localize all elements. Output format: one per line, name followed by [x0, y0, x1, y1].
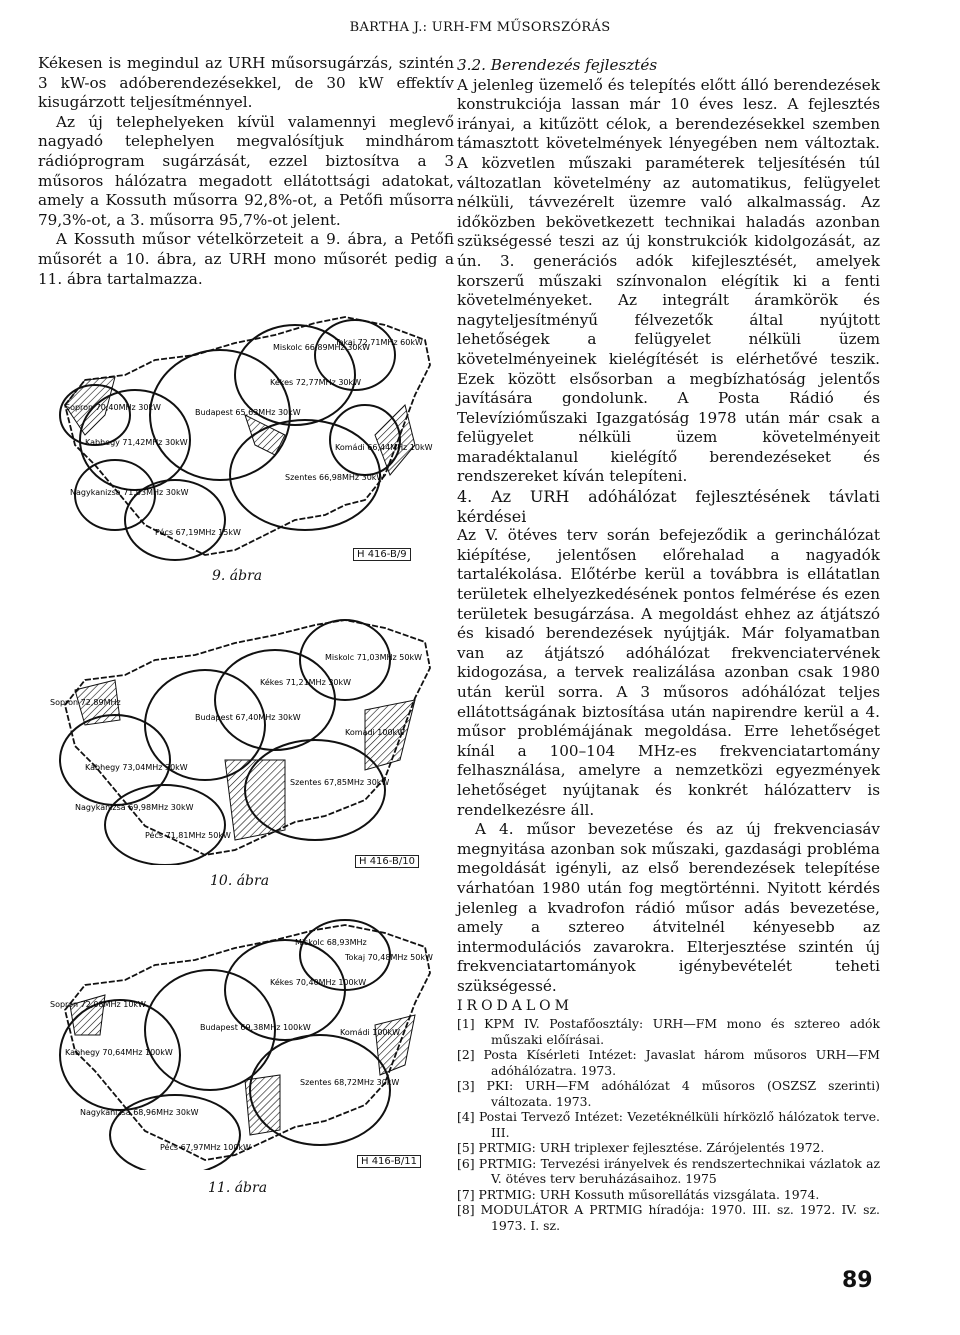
page-number: 89 — [842, 1268, 873, 1293]
figure-code: H 416-B/10 — [355, 855, 419, 868]
reference-item: [3] PKI: URH—FM adóhálózat 4 műsoros (OSZSZ szerinti) változata. 1973. — [457, 1078, 880, 1109]
reference-list — [457, 1016, 880, 1233]
map-label: Pécs 71,81MHz 50kW — [145, 831, 231, 840]
figure-10-map — [45, 610, 440, 865]
map-label: Komádi 100kW — [340, 1028, 401, 1037]
paragraph: Kékesen is megindul az URH műsorsugárzás, szintén 3 kW-os adóberendezésekkel, de 30 kW effektív kisugárzott teljesítménnyel. — [38, 54, 454, 112]
map-label: Miskolc 66,89MHz 30kW — [273, 343, 370, 352]
coverage-map-11 — [45, 915, 440, 1170]
map-label: Kabhegy 70,64MHz 100kW — [65, 1048, 173, 1057]
figure-9-map — [45, 305, 440, 565]
map-labels — [50, 938, 433, 1152]
figure-caption: 10. ábra — [210, 873, 270, 889]
map-label: Nagykanizsa 71,03MHz 30kW — [70, 488, 189, 497]
reference-item: [1] KPM IV. Postafőosztály: URH—FM mono és sztereo adók műszaki előírásai. — [457, 1016, 880, 1047]
map-label: Kékes 71,21MHz 30kW — [260, 678, 352, 687]
map-label: Pécs 67,19MHz 15kW — [155, 528, 241, 537]
map-label: Pécs 67,97MHz 100kW — [160, 1143, 251, 1152]
figure-11-map — [45, 915, 440, 1170]
map-label: Sopron 72,89MHz — [50, 698, 121, 707]
paragraph: A jelenleg üzemelő és telepítés előtt álló berendezések konstrukciója lassan már 10 éves lesz. A fejlesztés irányai, a kitűzött célok, a berendezésekkel szemben támasztott követelmények lényegében nem változtak. A közvetlen műszaki paraméterek teljesítésén túl változatlan követelmény az automatikus, felügyelet nélküli, távvezérelt üzemre való alkalmasság. Az időközben bekövetkezett technikai haladás azonban szükségessé teszi az új konstrukciók kidolgozását, az ún. 3. generációs adók kifejlesztését, amelyek korszerű műszaki színvonalon elégítik ki a fenti követelményeket. Az integrált áramkörök és nagyteljesítményű félvezetők által nyújtott lehetőségek a felügyelet nélküli üzem követelményeinek kielégítését is elérhetővé teszik. Ezek között elsősorban a megbízhatóság jelentős javítására gondolunk. A Posta Rádió és Televízióműszaki Igazgatóság 1978 után már csak a felügyelet nélküli üzem követelményeit maradéktalanul kielégítő berendezéseket és rendszereket kíván telepíteni. — [457, 75, 880, 486]
reference-item: [8] MODULÁTOR A PRTMIG híradója: 1970. III. sz. 1972. IV. sz. 1973. I. sz. — [457, 1202, 880, 1233]
section-heading: 3.2. Berendezés fejlesztés — [457, 56, 658, 74]
map-label: Komádi 100kW — [345, 728, 406, 737]
reference-item: [7] PRTMIG: URH Kossuth műsorellátás vizsgálata. 1974. — [457, 1186, 820, 1202]
paragraph: Az V. ötéves terv során befejeződik a gerinchálózat kiépítése, jelentősen előrehalad a nagyadók tartalékolása. Előtérbe kerül a továbbra is ellátatlan területek elhelyezkedésének pontos felmérése és ezen területek besugárzása. A megoldást ehhez az átjátszó és kisadó berendezések nyújtják. Már folyamatban van az átjátszó adóhálózat frekvenciatervének kidogozása, a tervek realizálása azonban csak 1980 után kerül sorra. A 3 műsoros adóhálózat teljes ellátottságának biztosítása után napirendre kerül a 4. műsor problémájának megoldása. Erre lehetőséget kínál a 100–104 MHz-es frekvenciatartomány felhasználása, amelyre a nemzetközi egyezmények lehetőséget nyújtanak és konkrét hálózatterv is rendelkezésre áll. — [457, 526, 880, 819]
left-column — [38, 54, 454, 289]
hatched-area — [375, 1015, 415, 1075]
hatched-area — [225, 760, 285, 840]
coverage-ring — [105, 785, 225, 865]
map-label: Tokaj 72,71MHz 60kW — [335, 338, 423, 347]
map-label: Szentes 68,72MHz 30kW — [300, 1078, 400, 1087]
map-label: Kabhegy 73,04MHz 30kW — [85, 763, 188, 772]
reference-item: [2] Posta Kísérleti Intézet: Javaslat három műsoros URH—FM adóhálózatra. 1973. — [457, 1047, 880, 1078]
coverage-ring — [60, 715, 170, 805]
figure-code: H 416-B/9 — [353, 548, 411, 561]
right-column — [457, 56, 880, 1233]
map-label: Miskolc 68,93MHz — [295, 938, 367, 947]
paragraph: A 4. műsor bevezetése és az új frekvenciasáv megnyitása azonban sok műszaki, gazdasági probléma megoldását igényli, az első berendezések telepítése várhatóan 1980 után fog megtörténni. Nyitott kérdés jelenleg a kvadrofon rádió műsor adás bevezetése, amely a sztereo átvitelnél kényesebb az intermodulációs zavarokra. Elterjesztése szintén új frekvenciatartományok igénybevételét teheti szükségessé. — [457, 820, 880, 995]
coverage-map-9 — [45, 305, 440, 565]
map-label: Miskolc 71,03MHz 50kW — [325, 653, 422, 662]
running-head: BARTHA J.: URH-FM MŰSORSZÓRÁS — [349, 20, 611, 35]
hatched-area — [375, 405, 415, 475]
map-label: Kékes 72,77MHz 30kW — [270, 378, 362, 387]
figure-code: H 416-B/11 — [357, 1155, 421, 1168]
reference-item: [4] Postai Tervező Intézet: Vezetéknélküli hírközlő hálózatok terve. III. — [457, 1109, 880, 1140]
reference-item: [6] PRTMIG: Tervezési irányelvek és rendszertechnikai vázlatok az V. ötéves terv beruházásaihoz. 1975 — [457, 1155, 880, 1187]
map-label: Kabhegy 71,42MHz 30kW — [85, 438, 188, 447]
map-label: Nagykanizsa 68,96MHz 30kW — [80, 1108, 199, 1117]
map-label: Budapest 67,40MHz 30kW — [195, 713, 301, 722]
map-label: Sopron 70,40MHz 30kW — [65, 403, 161, 412]
map-label: Tokaj 70,48MHz 50kW — [345, 953, 433, 962]
paragraph: Az új telephelyeken kívül valamennyi meglevő nagyadó telephelyen megvalósítjuk mindhárom rádióprogram sugárzását, ezzel biztosítva a 3 műsoros hálózatra megadott ellátottsági adatokat, amely a Kossuth műsorra 92,8%-ot, a Petőfi műsorra 79,3%-ot, a 3. műsorra 95,7%-ot jelent. — [38, 112, 454, 229]
map-label: Sopron 72,08MHz 10kW — [50, 1000, 146, 1009]
reference-item: [5] PRTMIG: URH triplexer fejlesztése. Zárójelentés 1972. — [457, 1140, 825, 1156]
coverage-map-10 — [45, 610, 440, 865]
coverage-ring — [110, 1095, 240, 1170]
references-heading: IRODALOM — [457, 997, 573, 1014]
map-label: Budapest 69,38MHz 100kW — [200, 1023, 311, 1032]
map-label: Budapest 65,63MHz 30kW — [195, 408, 301, 417]
map-label: Szentes 67,85MHz 30kW — [290, 778, 390, 787]
map-label: Kékes 70,40MHz 100kW — [270, 978, 367, 987]
map-label: Nagykanizsa 69,98MHz 30kW — [75, 803, 194, 812]
figure-caption: 9. ábra — [212, 568, 263, 584]
coverage-ring — [215, 650, 335, 750]
paragraph: A Kossuth műsor vételkörzeteit a 9. ábra, a Petőfi műsorét a 10. ábra, az URH mono műsorét pedig a 11. ábra tartalmazza. — [38, 230, 454, 288]
section-heading: 4. Az URH adóhálózat fejlesztésének távlati kérdései — [457, 487, 880, 526]
figure-caption: 11. ábra — [208, 1180, 268, 1196]
map-label: Szentes 66,98MHz 30kW — [285, 473, 385, 482]
map-label: Komádi 66,44MHz 10kW — [335, 443, 433, 452]
